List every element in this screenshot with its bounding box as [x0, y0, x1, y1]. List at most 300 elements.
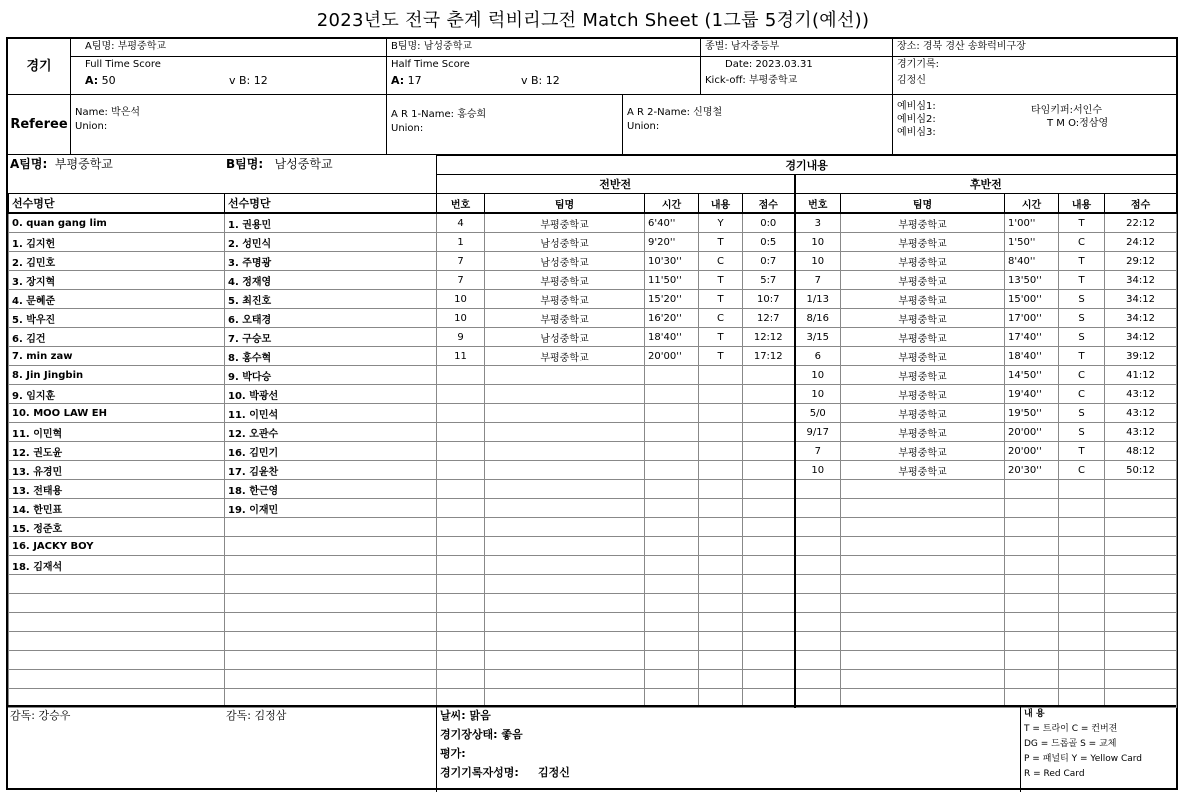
first-half-event-type	[699, 423, 743, 442]
second-half-event-score: 34:12	[1105, 290, 1177, 309]
first-half-event-score	[743, 423, 795, 442]
game-row	[437, 213, 1177, 233]
first-half-event-score	[743, 632, 795, 651]
roster-row	[9, 518, 437, 537]
first-half-title: 전반전	[437, 175, 795, 194]
second-half-event-type: T	[1059, 347, 1105, 366]
second-half-event-type	[1059, 537, 1105, 556]
second-half-event-team	[841, 670, 1005, 689]
referee-union: Union:	[75, 121, 108, 132]
second-half-event-team: 부평중학교	[841, 461, 1005, 480]
second-half-event-type	[1059, 651, 1105, 670]
roster-a-player: 4. 문혜준	[9, 290, 225, 309]
first-half-event-type: C	[699, 309, 743, 328]
match-team-a-block	[70, 39, 386, 95]
second-half-event-type	[1059, 670, 1105, 689]
game-row	[437, 423, 1177, 442]
first-half-event-type: T	[699, 271, 743, 290]
second-half-event-type	[1059, 575, 1105, 594]
second-half-event-time	[1005, 594, 1059, 613]
second-half-event-type: T	[1059, 442, 1105, 461]
ar2-name: A R 2-Name: 신명철	[627, 107, 723, 118]
second-half-event-score	[1105, 575, 1177, 594]
first-half-event-time: 18'40''	[645, 328, 699, 347]
second-half-event-no: 1/13	[795, 290, 841, 309]
first-half-event-time: 9'20''	[645, 233, 699, 252]
roster-a-player: 5. 박우진	[9, 309, 225, 328]
second-half-event-time: 1'50''	[1005, 233, 1059, 252]
roster-a-header: 선수명단	[9, 194, 225, 214]
first-half-event-no: 11	[437, 347, 485, 366]
second-half-event-team	[841, 499, 1005, 518]
first-half-event-time	[645, 480, 699, 499]
second-half-event-score: 50:12	[1105, 461, 1177, 480]
reserve-2: 예비심2:	[897, 114, 936, 125]
second-half-event-team	[841, 613, 1005, 632]
first-half-event-team: 부평중학교	[485, 213, 645, 233]
ar1-union: Union:	[391, 123, 424, 134]
second-half-event-team: 부평중학교	[841, 328, 1005, 347]
half-time-b: 12	[545, 74, 560, 87]
second-half-event-time	[1005, 613, 1059, 632]
first-half-event-team: 부평중학교	[485, 271, 645, 290]
first-half-event-no	[437, 366, 485, 385]
first-half-event-type	[699, 518, 743, 537]
first-half-event-type	[699, 670, 743, 689]
roster-row	[9, 670, 437, 689]
second-half-event-score	[1105, 518, 1177, 537]
tmo: T M O:정삼영	[1047, 118, 1109, 129]
first-half-event-no	[437, 537, 485, 556]
second-half-event-score: 41:12	[1105, 366, 1177, 385]
match-team-b-block	[386, 39, 700, 95]
half-a-label: A:	[391, 74, 405, 87]
second-half-event-time: 14'50''	[1005, 366, 1059, 385]
first-half-event-team	[485, 518, 645, 537]
second-half-event-no	[795, 556, 841, 575]
first-half-event-time	[645, 499, 699, 518]
second-half-event-no: 10	[795, 252, 841, 271]
second-half-event-no: 10	[795, 233, 841, 252]
first-half-event-no: 7	[437, 271, 485, 290]
first-half-event-time	[645, 404, 699, 423]
roster-a-player	[9, 632, 225, 651]
first-half-event-time	[645, 594, 699, 613]
second-half-event-type: T	[1059, 252, 1105, 271]
first-half-event-time	[645, 461, 699, 480]
second-half-event-team: 부평중학교	[841, 290, 1005, 309]
match-label: 경기	[26, 59, 52, 74]
referee-block	[70, 95, 386, 155]
game-row	[437, 461, 1177, 480]
first-half-event-score	[743, 461, 795, 480]
second-half-event-no	[795, 480, 841, 499]
second-half-event-time: 19'40''	[1005, 385, 1059, 404]
first-half-event-no	[437, 575, 485, 594]
first-half-event-type: T	[699, 233, 743, 252]
legend-line: DG = 드롭골 S = 교체	[1024, 739, 1117, 749]
second-half-event-team	[841, 594, 1005, 613]
referee-label: Referee	[10, 117, 68, 132]
full-a-label: A:	[85, 74, 99, 87]
roster-b-player: 9. 박다승	[225, 366, 437, 385]
second-half-event-team	[841, 556, 1005, 575]
first-half-event-type	[699, 613, 743, 632]
game-row	[437, 537, 1177, 556]
first-half-event-time	[645, 632, 699, 651]
roster-a-player	[9, 651, 225, 670]
second-half-event-score: 22:12	[1105, 213, 1177, 233]
first-half-event-score: 17:12	[743, 347, 795, 366]
first-half-event-team: 남성중학교	[485, 328, 645, 347]
roster-row	[9, 290, 437, 309]
col-score-2: 점수	[1105, 194, 1177, 214]
roster-row	[9, 537, 437, 556]
roster-b-player: 4. 정재영	[225, 271, 437, 290]
first-half-event-score	[743, 670, 795, 689]
second-half-event-type	[1059, 499, 1105, 518]
game-row	[437, 518, 1177, 537]
first-half-event-type: C	[699, 252, 743, 271]
first-half-event-time: 11'50''	[645, 271, 699, 290]
roster-a-player: 16. JACKY BOY	[9, 537, 225, 556]
match-team-b: B팀명: 남성중학교	[391, 41, 473, 52]
coach-a: 감독: 강승우	[10, 709, 71, 722]
match-date: Date: 2023.03.31	[725, 59, 813, 70]
roster-b-player: 12. 오관수	[225, 423, 437, 442]
second-half-event-score	[1105, 480, 1177, 499]
second-half-event-no: 7	[795, 271, 841, 290]
first-half-event-team	[485, 651, 645, 670]
legend-line: R = Red Card	[1024, 769, 1085, 779]
second-half-event-score: 24:12	[1105, 233, 1177, 252]
col-no-1: 번호	[437, 194, 485, 214]
first-half-event-time: 20'00''	[645, 347, 699, 366]
footer-row	[8, 705, 1176, 790]
first-half-event-type: T	[699, 347, 743, 366]
first-half-event-team	[485, 385, 645, 404]
match-category-block	[700, 39, 892, 95]
col-score-1: 점수	[743, 194, 795, 214]
roster-b-player: 18. 한근영	[225, 480, 437, 499]
first-half-event-no: 10	[437, 309, 485, 328]
roster-row	[9, 499, 437, 518]
roster-row	[9, 575, 437, 594]
second-half-event-no	[795, 537, 841, 556]
half-time-a: 17	[407, 74, 422, 87]
first-half-event-time	[645, 366, 699, 385]
ar1-name: A R 1-Name: 홍승희	[391, 109, 487, 120]
second-half-event-type: C	[1059, 461, 1105, 480]
first-half-event-team	[485, 442, 645, 461]
roster-row	[9, 309, 437, 328]
first-half-event-no	[437, 404, 485, 423]
first-half-event-time	[645, 613, 699, 632]
first-half-event-team: 남성중학교	[485, 252, 645, 271]
first-half-event-score	[743, 537, 795, 556]
weather: 날씨: 맑음	[440, 709, 491, 722]
roster-row	[9, 385, 437, 404]
first-half-event-type	[699, 499, 743, 518]
roster-row	[9, 404, 437, 423]
col-type-1: 내용	[699, 194, 743, 214]
first-half-event-team	[485, 556, 645, 575]
second-half-event-team: 부평중학교	[841, 213, 1005, 233]
rating: 평가:	[440, 747, 466, 760]
first-half-event-no	[437, 556, 485, 575]
first-half-event-type	[699, 537, 743, 556]
roster-b-player: 10. 박광선	[225, 385, 437, 404]
roster-row	[9, 423, 437, 442]
roster-a-player: 6. 김건	[9, 328, 225, 347]
half-b-label: v B:	[521, 74, 543, 87]
second-half-event-time: 17'40''	[1005, 328, 1059, 347]
second-half-event-no	[795, 575, 841, 594]
second-half-event-type: C	[1059, 366, 1105, 385]
roster-a-player: 13. 유경민	[9, 461, 225, 480]
second-half-event-team: 부평중학교	[841, 271, 1005, 290]
roster-a-player: 0. quan gang lim	[9, 213, 225, 233]
second-half-event-type: C	[1059, 385, 1105, 404]
roster-b-player: 11. 이민석	[225, 404, 437, 423]
second-half-event-no: 3	[795, 213, 841, 233]
roster-b-header: 선수명단	[225, 194, 437, 214]
first-half-event-type	[699, 461, 743, 480]
game-row	[437, 670, 1177, 689]
half-time-label: Half Time Score	[391, 59, 470, 70]
roster-b-player	[225, 518, 437, 537]
second-half-event-team: 부평중학교	[841, 442, 1005, 461]
ar2-union: Union:	[627, 121, 660, 132]
roster-a-player: 10. MOO LAW EH	[9, 404, 225, 423]
second-half-event-time: 18'40''	[1005, 347, 1059, 366]
roster-row	[9, 461, 437, 480]
first-half-event-team: 부평중학교	[485, 347, 645, 366]
roster-row	[9, 271, 437, 290]
first-half-event-no	[437, 632, 485, 651]
reserve-3: 예비심3:	[897, 127, 936, 138]
reserve-1: 예비심1:	[897, 101, 936, 112]
game-row	[437, 404, 1177, 423]
second-half-event-score	[1105, 537, 1177, 556]
second-half-event-score	[1105, 632, 1177, 651]
second-half-event-no: 10	[795, 461, 841, 480]
second-half-event-type: S	[1059, 309, 1105, 328]
first-half-event-no: 10	[437, 290, 485, 309]
roster-b-player	[225, 670, 437, 689]
second-half-event-no	[795, 499, 841, 518]
legend-line: T = 트라이 C = 컨버젼	[1024, 724, 1118, 734]
first-half-event-time	[645, 651, 699, 670]
ar1-block	[386, 95, 622, 155]
second-half-event-score	[1105, 651, 1177, 670]
first-half-event-team	[485, 480, 645, 499]
roster-b-player	[225, 575, 437, 594]
second-half-event-score: 34:12	[1105, 328, 1177, 347]
game-row	[437, 480, 1177, 499]
roster-a-player: 8. Jin Jingbin	[9, 366, 225, 385]
roster-b-player	[225, 556, 437, 575]
first-half-event-type: T	[699, 290, 743, 309]
second-half-event-time: 20'00''	[1005, 442, 1059, 461]
second-half-event-type	[1059, 594, 1105, 613]
match-info-row	[8, 39, 1176, 95]
second-half-event-score: 43:12	[1105, 423, 1177, 442]
first-half-event-score: 5:7	[743, 271, 795, 290]
roster-row	[9, 480, 437, 499]
first-half-event-no: 1	[437, 233, 485, 252]
second-half-event-no	[795, 613, 841, 632]
second-half-event-time: 20'30''	[1005, 461, 1059, 480]
full-time-a: 50	[101, 74, 116, 87]
first-half-event-type	[699, 442, 743, 461]
second-half-event-team	[841, 480, 1005, 499]
roster-a-player: 15. 정준호	[9, 518, 225, 537]
first-half-event-score: 0:7	[743, 252, 795, 271]
second-half-event-no	[795, 670, 841, 689]
roster-row	[9, 442, 437, 461]
legend-block	[1020, 707, 1176, 792]
first-half-event-no	[437, 651, 485, 670]
first-half-event-type	[699, 651, 743, 670]
roster-row	[9, 594, 437, 613]
roster-row	[9, 252, 437, 271]
first-half-event-score: 12:7	[743, 309, 795, 328]
first-half-event-team	[485, 461, 645, 480]
game-row	[437, 442, 1177, 461]
first-half-event-score	[743, 613, 795, 632]
second-half-event-time	[1005, 651, 1059, 670]
second-half-event-team	[841, 518, 1005, 537]
game-row	[437, 594, 1177, 613]
second-half-event-score: 48:12	[1105, 442, 1177, 461]
second-half-event-time: 13'50''	[1005, 271, 1059, 290]
roster-a-player	[9, 613, 225, 632]
game-row	[437, 499, 1177, 518]
roster-table	[8, 193, 437, 708]
first-half-event-time	[645, 670, 699, 689]
first-half-event-score	[743, 651, 795, 670]
first-half-event-time	[645, 423, 699, 442]
first-half-event-score	[743, 518, 795, 537]
first-half-event-type: T	[699, 328, 743, 347]
roster-a-player: 18. 김재석	[9, 556, 225, 575]
first-half-event-score	[743, 575, 795, 594]
second-half-event-score	[1105, 613, 1177, 632]
first-half-event-team	[485, 613, 645, 632]
first-half-event-score	[743, 366, 795, 385]
first-half-event-type	[699, 556, 743, 575]
game-row	[437, 632, 1177, 651]
roster-b-player: 3. 주명광	[225, 252, 437, 271]
second-half-event-team	[841, 537, 1005, 556]
roster-row	[9, 328, 437, 347]
second-half-event-score: 39:12	[1105, 347, 1177, 366]
referee-name: Name: 박은석	[75, 107, 141, 118]
roster-a-player	[9, 575, 225, 594]
signer-label: 경기기록자성명:	[440, 766, 519, 779]
second-half-event-time	[1005, 499, 1059, 518]
game-row	[437, 556, 1177, 575]
second-half-event-no: 9/17	[795, 423, 841, 442]
team-a-heading	[8, 155, 224, 174]
first-half-event-score	[743, 404, 795, 423]
second-half-event-team: 부평중학교	[841, 252, 1005, 271]
first-half-event-team	[485, 670, 645, 689]
first-half-event-score	[743, 499, 795, 518]
roster-b-player	[225, 537, 437, 556]
roster-a-player: 14. 한민표	[9, 499, 225, 518]
first-half-event-type	[699, 632, 743, 651]
roster-a-player: 12. 권도윤	[9, 442, 225, 461]
second-half-event-no	[795, 632, 841, 651]
page-title: 2023년도 전국 춘계 럭비리그전 Match Sheet (1그룹 5경기(예선))	[316, 10, 870, 31]
first-half-event-team	[485, 632, 645, 651]
first-half-event-time	[645, 385, 699, 404]
match-team-a: A팀명: 부평중학교	[85, 41, 167, 52]
full-time-label: Full Time Score	[85, 59, 161, 70]
first-half-event-team	[485, 404, 645, 423]
second-half-event-type: S	[1059, 328, 1105, 347]
roster-a-player	[9, 670, 225, 689]
second-half-event-no: 10	[795, 385, 841, 404]
coach-b: 감독: 김정삼	[226, 709, 287, 722]
game-row	[437, 613, 1177, 632]
first-half-event-type: Y	[699, 213, 743, 233]
second-half-event-team	[841, 632, 1005, 651]
referee-row	[8, 95, 1176, 155]
roster-a-player: 13. 전태용	[9, 480, 225, 499]
game-row	[437, 271, 1177, 290]
roster-b-player: 1. 권용민	[225, 213, 437, 233]
second-half-event-score: 43:12	[1105, 404, 1177, 423]
second-half-event-score	[1105, 556, 1177, 575]
team-a-label: A팀명:	[10, 157, 48, 171]
first-half-event-time	[645, 537, 699, 556]
second-half-event-team: 부평중학교	[841, 366, 1005, 385]
game-content-title: 경기내용	[437, 156, 1177, 175]
roster-b-player: 2. 성민식	[225, 233, 437, 252]
second-half-event-type	[1059, 632, 1105, 651]
first-half-event-time	[645, 442, 699, 461]
roster-b-player: 16. 김민기	[225, 442, 437, 461]
second-half-event-time	[1005, 556, 1059, 575]
second-half-event-time: 19'50''	[1005, 404, 1059, 423]
first-half-event-no	[437, 423, 485, 442]
first-half-event-score	[743, 556, 795, 575]
second-half-event-no: 10	[795, 366, 841, 385]
first-half-event-team	[485, 423, 645, 442]
second-half-event-score	[1105, 499, 1177, 518]
first-half-event-no	[437, 499, 485, 518]
game-row	[437, 385, 1177, 404]
second-half-event-no: 6	[795, 347, 841, 366]
second-half-event-team: 부평중학교	[841, 233, 1005, 252]
full-b-label: v B:	[229, 74, 251, 87]
match-kickoff: Kick-off: 부평중학교	[705, 75, 798, 86]
second-half-event-team	[841, 575, 1005, 594]
first-half-event-no	[437, 670, 485, 689]
second-half-event-no: 5/0	[795, 404, 841, 423]
game-row	[437, 252, 1177, 271]
roster-b-player	[225, 651, 437, 670]
signer-name: 김정신	[537, 766, 570, 779]
first-half-event-score: 12:12	[743, 328, 795, 347]
col-type-2: 내용	[1059, 194, 1105, 214]
game-table	[436, 155, 1177, 708]
recorder-label: 경기기록:	[897, 59, 940, 70]
legend-title: 내 용	[1024, 709, 1045, 719]
